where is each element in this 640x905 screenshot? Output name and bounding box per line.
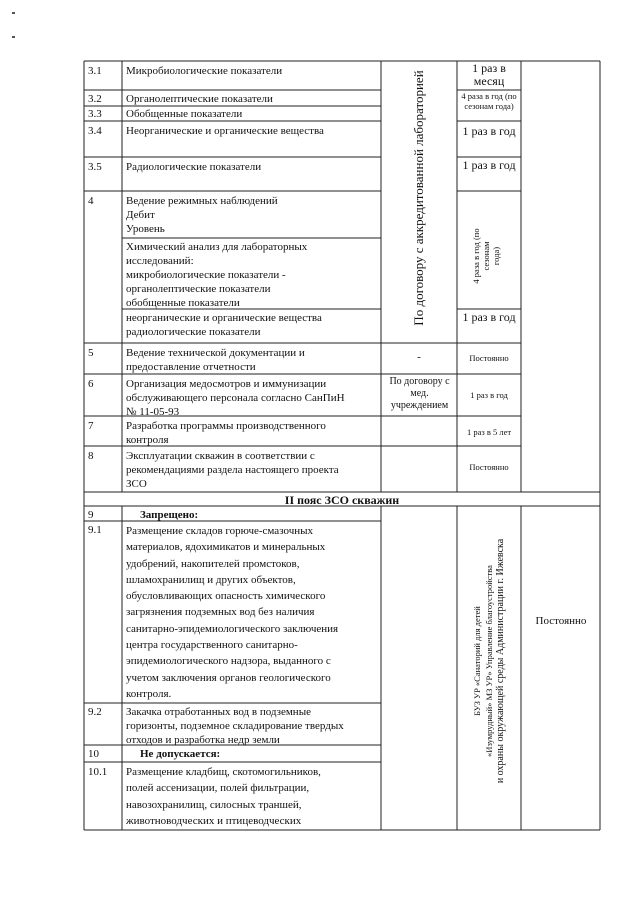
row-line: № 11-05-93 <box>126 406 180 418</box>
row-line: навозохранилищ, силосных траншей, <box>126 798 302 811</box>
row-line: органолептические показатели <box>126 283 271 295</box>
row-number: 10.1 <box>88 766 108 778</box>
row-line: санитарно-эпидемиологического заключения <box>126 622 339 635</box>
row-text <box>126 705 378 747</box>
row-label: Запрещено: <box>140 509 199 521</box>
row-number: 5 <box>88 347 94 359</box>
vertical-line: и охраны окружающей среды Администрации г. Ижевска <box>495 538 506 784</box>
row-number: 3.2 <box>88 93 102 105</box>
organization-vertical <box>471 511 507 811</box>
row-line: Размещение складов горюче-смазочных <box>126 525 313 537</box>
frequency-cell: 1 раз в год <box>462 158 516 172</box>
vertical-line: сезонам <box>481 241 491 271</box>
section-title: II пояс ЗСО скважин <box>284 493 400 507</box>
row-label: Неорганические и органические вещества <box>126 125 324 137</box>
frequency-cell: 1 раз в 5 лет <box>466 427 512 437</box>
row-label: Органолептические показатели <box>126 93 273 105</box>
row-line: центра государственного санитарно- <box>126 639 298 652</box>
row-text <box>126 240 378 310</box>
row-line: шламохранилищ и других объектов, <box>126 573 296 586</box>
row-number: 3.1 <box>88 65 102 77</box>
frequency-cell: 1 раз в год <box>462 310 516 324</box>
row-line: учетом заключения органов геологического <box>126 671 331 684</box>
row-number: 3.4 <box>88 125 102 137</box>
row-line: полей ассенизации, полей фильтрации, <box>126 782 310 795</box>
row-number: 9.1 <box>88 524 102 536</box>
row-number: 9.2 <box>88 706 102 718</box>
executor-vertical: По договору с аккредитованной лабораторией <box>411 70 426 326</box>
vertical-line: 4 раза в год (по <box>471 228 481 284</box>
row-line: Дебит <box>126 209 155 221</box>
row-text <box>126 194 378 236</box>
row-label: Обобщенные показатели <box>126 108 243 120</box>
row-number: 9 <box>88 509 94 521</box>
row-line: материалов, ядохимикатов и минеральных <box>126 541 326 554</box>
row-text <box>126 449 378 491</box>
frequency-vertical <box>471 196 507 316</box>
vertical-line: «Изумрудный» МЗ УР» Управление благоустройства <box>484 565 494 757</box>
row-text <box>126 523 378 702</box>
row-line: Закачка отработанных вод в подземные <box>126 706 311 718</box>
row-line: ЗСО <box>126 478 147 490</box>
row-line: контроля. <box>126 687 172 700</box>
row-text <box>126 311 378 339</box>
row-number: 8 <box>88 450 94 462</box>
vertical-line: года) <box>491 246 501 266</box>
frequency-cell: 1 раз в год <box>470 390 508 400</box>
row-line: предоставление отчетности <box>126 361 256 373</box>
vertical-line: БУЗ УР «Санаторий для детей <box>472 606 482 716</box>
row-number: 10 <box>88 748 99 760</box>
row-line: отходов и разработка недр земли <box>126 734 280 746</box>
row-line: неорганические и органические вещества <box>126 312 322 324</box>
row-line: удобрений, накопителей промстоков, <box>126 557 300 570</box>
row-line: Организация медосмотров и иммунизации <box>126 378 327 390</box>
executor-cell: По договору с мед. учреждением <box>389 376 450 411</box>
row-line: Ведение технической документации и <box>126 347 305 359</box>
row-text <box>126 419 378 447</box>
row-line: обслуживающего персонала согласно СанПиН <box>126 392 345 404</box>
row-line: микробиологические показатели - <box>126 269 286 281</box>
row-line: Ведение режимных наблюдений <box>126 195 278 207</box>
row-line: эпидемиологического надзора, выданного с <box>126 655 331 668</box>
row-number: 6 <box>88 378 94 390</box>
row-number: 4 <box>88 195 94 207</box>
executor-cell: - <box>417 351 421 363</box>
row-number: 3.5 <box>88 161 102 173</box>
row-line: Размещение кладбищ, скотомогильников, <box>126 766 321 778</box>
row-line: радиологические показатели <box>126 326 261 338</box>
frequency-cell: Постоянно <box>469 353 509 363</box>
term-cell: Постоянно <box>535 615 587 627</box>
row-text <box>126 764 378 829</box>
row-label: Микробиологические показатели <box>126 65 283 77</box>
row-line: обобщенные показатели <box>126 297 240 309</box>
row-line: контроля <box>126 434 169 446</box>
row-number: 7 <box>88 420 94 432</box>
row-line: Разработка программы производственного <box>126 420 326 432</box>
row-line: Эксплуатации скважин в соответствии с <box>126 450 315 462</box>
frequency-cell: 1 раз в месяц <box>472 61 506 88</box>
row-label: Радиологические показатели <box>126 161 262 173</box>
row-line: обусловливающих опасность химического <box>126 590 326 603</box>
row-line: Химический анализ для лабораторных <box>126 241 308 253</box>
frequency-cell: Постоянно <box>469 462 509 472</box>
frequency-cell: 4 раза в год (по сезонам года) <box>461 91 517 111</box>
row-line: Уровень <box>126 223 165 235</box>
row-text <box>126 377 378 419</box>
row-line: загрязнения подземных вод без наличия <box>126 606 315 619</box>
row-line: рекомендациями раздела настоящего проекта <box>126 464 339 476</box>
row-line: горизонты, подземное складирование твердых <box>126 720 344 732</box>
frequency-cell: 1 раз в год <box>462 124 516 138</box>
row-line: исследований: <box>126 255 194 267</box>
row-line: животноводческих и птицеводческих <box>126 814 302 827</box>
row-label: Не допускается: <box>140 748 221 760</box>
row-text <box>126 346 378 374</box>
row-number: 3.3 <box>88 108 102 120</box>
